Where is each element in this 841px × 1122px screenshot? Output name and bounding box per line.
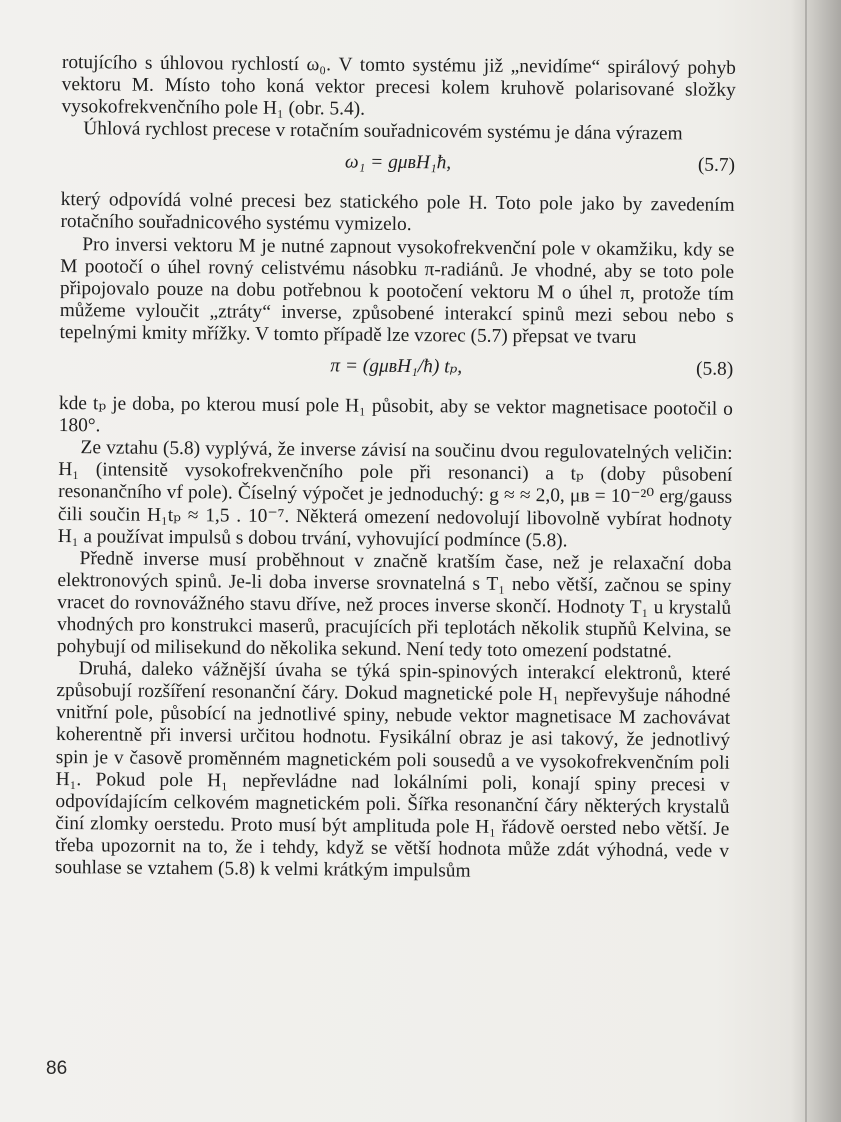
paragraph: Předně inverse musí proběhnout v značně kratším čase, než je relaxační doba elektronových spinů. Je-li doba inverse srovnatelná s T₁ nebo větší, začnou se spiny vracet do rovnovážného stavu dříve, než proces inverse skončí. Hodnoty T₁ u krystalů vhodných pro konstrukci maserů, pracujících při teplotách několik stupňů Kelvina, se pohybují od milisekund do několika sekund. Není tedy toto omezení podstatné. xyxy=(56,547,732,663)
paragraph: Druhá, daleko vážnější úvaha se týká spin-spinových interakcí elektronů, které způsobují rozšíření resonanční čáry. Dokud magnetické pole H₁ nepřevyšuje náhodné vnitřní pole, působící na jednotlivé spiny, nebude vektor magnetisace M zachovávat koherentně při inversi určitou hodnotu. Fysikální obraz je asi takový, že jednotlivý spin je v časově proměnném magnetickém poli sousedů a ve vysokofrekvenčním poli H₁. Pokud pole H₁ nepřevládne nad lokálními poli, konají spiny precesi v odpovídajícím celkovém magnetickém poli. Šířka resonanční čáry některých krystalů činí zlomky oerstedu. Proto musí být amplituda pole H₁ řádově oersted nebo větší. Je třeba upozornit na to, že i tehdy, když se větší hodnota může zdát výhodná, vede v souhlase se vztahem (5.8) k velmi krátkým impulsům xyxy=(54,658,731,882)
body-text xyxy=(55,52,736,885)
paragraph: Úhlová rychlost precese v rotačním souřadnicovém systému je dána výrazem xyxy=(83,118,683,145)
page-binding-edge xyxy=(805,0,807,1122)
equation-5-8 xyxy=(59,353,733,385)
equation-5-7 xyxy=(61,149,735,181)
equation-formula: π = (gμʙH₁/ħ) tₚ, xyxy=(330,355,463,378)
equation-formula: ω₁ = gμʙH₁ħ, xyxy=(344,151,452,174)
paragraph: kde tₚ je doba, po kterou musí pole H₁ působit, aby se vektor magnetisace pootočil o 180°. xyxy=(58,393,733,437)
paragraph: Pro inversi vektoru M je nutné zapnout vysokofrekvenční pole v okamžiku, kdy se M pootočí o úhel rovný celistvému násobku π-radiánů. Je vhodné, aby se toto pole připojovalo pouze na dobu potřebnou k pootočení vektoru M o úhel π, protože tím můžeme vyloučit „ztráty“ inverse, způsobené interakcí spinů mezi sebou nebo s tepelnými kmity mřížky. V tomto případě lze vzorec (5.7) přepsat ve tvaru xyxy=(59,233,735,348)
equation-number: (5.7) xyxy=(697,154,736,177)
equation-number: (5.8) xyxy=(696,358,734,380)
paragraph: rotujícího s úhlovou rychlostí ω₀. V tomto systému již „nevidíme“ spirálový pohyb vektoru M. Místo toho koná vektor precesi kolem kruhově polarisované složky vysokofrekvenčního pole H₁ (obr. 5.4). xyxy=(61,52,736,120)
page-number: 86 xyxy=(46,1058,68,1079)
paragraph: Ze vztahu (5.8) vyplývá, že inverse závisí na součinu dvou regulovatelných veličin: H₁ (intensitě vysokofrekvenčního pole při resonanci) a tₚ (doby působení resonančního vf pole). Číselný výpočet je jednoduchý: g ≈ ≈ 2,0, μʙ = 10⁻²⁰ erg/gauss čili součin H₁tₚ ≈ 1,5 . 10⁻⁷. Některá omezení nedovolují libovolně vybírat hodnoty H₁ a používat impulsů s dobou trvání, vyhovující podmínce (5.8). xyxy=(57,437,733,552)
paragraph: který odpovídá volné precesi bez statického pole H. Toto pole jako by zavedením rotačního souřadnicového systému vymizelo. xyxy=(60,189,735,236)
